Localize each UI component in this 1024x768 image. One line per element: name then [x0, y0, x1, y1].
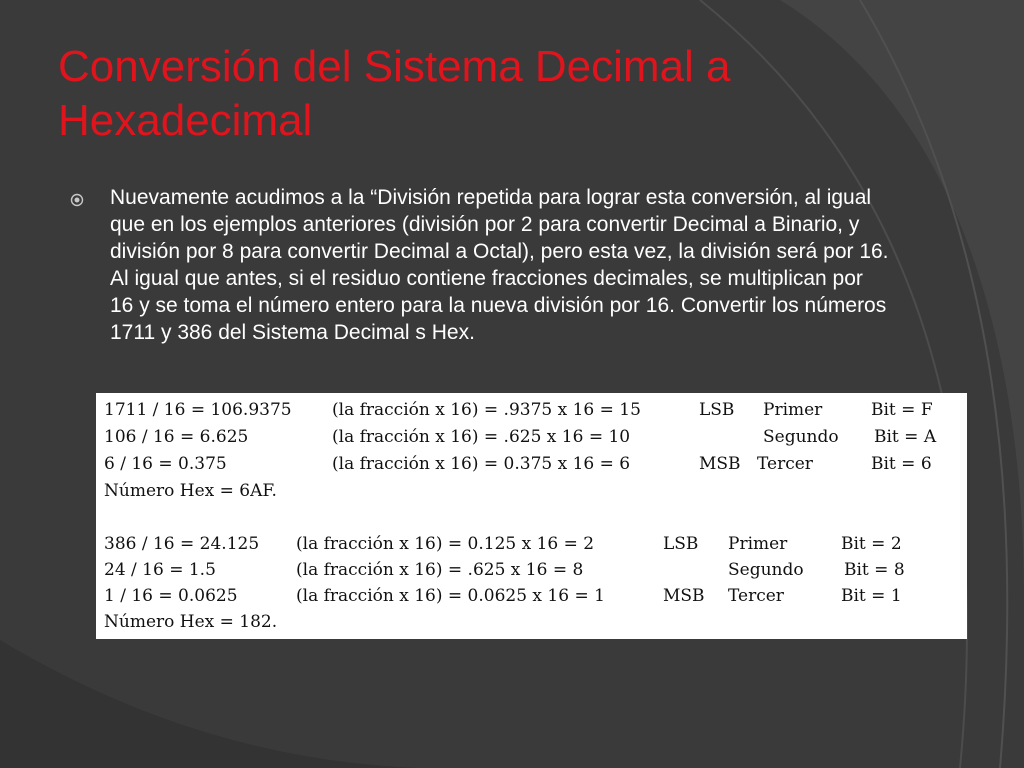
division-cell: 106 / 16 = 6.625 [104, 427, 249, 447]
division-cell: 6 / 16 = 0.375 [104, 454, 227, 474]
result-line: Número Hex = 182. [104, 612, 278, 632]
significance-cell: LSB [699, 400, 735, 420]
division-cell: 386 / 16 = 24.125 [104, 534, 260, 554]
position-cell: Tercer [757, 454, 813, 474]
slide-title [58, 40, 958, 148]
fraction-cell: (la fracción x 16) = .9375 x 16 = 15 [332, 400, 641, 420]
result-line: Número Hex = 6AF. [104, 481, 277, 501]
fraction-cell: (la fracción x 16) = .625 x 16 = 8 [296, 560, 584, 580]
position-cell: Segundo [763, 427, 839, 447]
fraction-cell: (la fracción x 16) = 0.125 x 16 = 2 [296, 534, 595, 554]
bit-cell: Bit = 1 [841, 586, 902, 606]
bit-cell: Bit = 8 [844, 560, 905, 580]
position-cell: Segundo [728, 560, 804, 580]
position-cell: Primer [763, 400, 823, 420]
significance-cell: MSB [699, 454, 741, 474]
circle-bullet-icon [70, 193, 84, 207]
significance-cell: MSB [663, 586, 705, 606]
division-cell: 1 / 16 = 0.0625 [104, 586, 238, 606]
title-line-2: Hexadecimal [58, 96, 313, 145]
division-cell: 1711 / 16 = 106.9375 [104, 400, 292, 420]
fraction-cell: (la fracción x 16) = .625 x 16 = 10 [332, 427, 631, 447]
bullet-item [70, 184, 890, 346]
bit-cell: Bit = 2 [841, 534, 902, 554]
bullet-text: Nuevamente acudimos a la “División repetida para lograr esta conversión, al igual que en los ejemplos anteriores (división por 2 para convertir Decimal a Binario, y división por 8 para convertir Decimal a Octal), pero esta vez, la división será por 16. Al igual que antes, si el residuo contiene fracciones decimales, se multiplican por 16 y se toma el número entero para la nueva división por 16. Convertir los números 1711 y 386 del Sistema Decimal s Hex. [110, 186, 889, 344]
title-line-1: Conversión del Sistema Decimal a [58, 42, 731, 91]
fraction-cell: (la fracción x 16) = 0.375 x 16 = 6 [332, 454, 631, 474]
fraction-cell: (la fracción x 16) = 0.0625 x 16 = 1 [296, 586, 605, 606]
bit-cell: Bit = F [871, 400, 933, 420]
division-cell: 24 / 16 = 1.5 [104, 560, 216, 580]
position-cell: Tercer [728, 586, 784, 606]
conversion-examples [96, 393, 967, 639]
position-cell: Primer [728, 534, 788, 554]
significance-cell: LSB [663, 534, 699, 554]
bit-cell: Bit = A [874, 427, 937, 447]
bit-cell: Bit = 6 [871, 454, 932, 474]
